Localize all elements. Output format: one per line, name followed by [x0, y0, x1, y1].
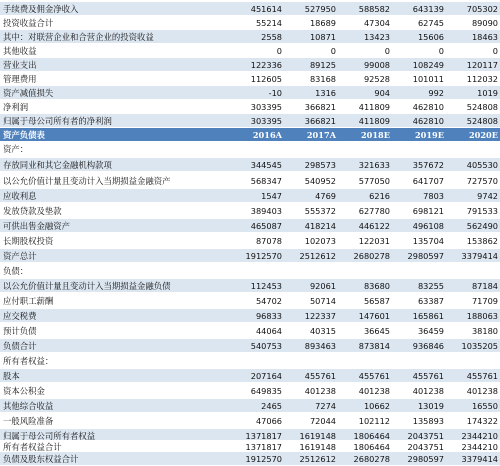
row-label: 负债合计: [3, 340, 37, 351]
cell-2019: 0: [438, 45, 444, 56]
cell-2016: 96833: [255, 310, 282, 321]
cell-2016: 1912570: [245, 453, 282, 464]
cell-2016: 303395: [250, 101, 282, 112]
table-row: [0, 58, 500, 72]
table-row: [0, 219, 500, 233]
cell-2017: 366821: [304, 115, 336, 126]
table-row: [0, 86, 500, 100]
cell-2020: 791533: [466, 205, 498, 216]
cell-2018: 10662: [363, 400, 390, 411]
row-label: 管理费用: [3, 73, 37, 84]
cell-2016: 465087: [250, 220, 282, 231]
cell-2017: 83168: [309, 73, 336, 84]
row-label: 负债：: [3, 265, 29, 276]
row-label: 资产减值损失: [3, 87, 54, 98]
cell-2019: 7803: [423, 190, 444, 201]
row-label: 资产：: [3, 143, 29, 154]
cell-2016: 0: [276, 45, 282, 56]
cell-2018: 122031: [358, 235, 390, 246]
cell-2019: 455761: [412, 370, 444, 381]
table-row: [0, 294, 500, 308]
cell-2016: 112453: [250, 280, 282, 291]
cell-2017: 555372: [304, 205, 336, 216]
cell-2020: 112032: [466, 73, 498, 84]
cell-2016: 1371817: [245, 430, 282, 441]
cell-2018: 0: [384, 45, 390, 56]
cell-2016: 451614: [250, 3, 282, 14]
cell-2017: 102073: [304, 235, 336, 246]
cell-2020: 18463: [471, 31, 498, 42]
cell-2020: 9742: [477, 190, 498, 201]
cell-2019: 135704: [412, 235, 444, 246]
cell-2020: 1019: [477, 87, 498, 98]
cell-2017: 298573: [304, 159, 336, 170]
cell-2018: 47304: [363, 17, 390, 28]
cell-2017: 122337: [304, 310, 336, 321]
cell-2016: 1371817: [245, 441, 282, 452]
cell-2020: 38180: [471, 325, 498, 336]
cell-2018: 13423: [363, 31, 390, 42]
cell-2019: 496108: [412, 220, 444, 231]
cell-2017: 1316: [315, 87, 336, 98]
cell-2020: 71709: [471, 295, 498, 306]
header-year: 2016A: [252, 129, 282, 140]
cell-2016: 54702: [255, 295, 282, 306]
cell-2019: 462810: [412, 101, 444, 112]
cell-2016: 2465: [261, 400, 282, 411]
cell-2017: 40315: [309, 325, 336, 336]
cell-2019: 13019: [417, 400, 444, 411]
row-label: 以公允价值计量且变动计入当期损益金融资产: [3, 175, 171, 186]
cell-2020: 0: [492, 45, 498, 56]
table-row: [0, 189, 500, 203]
row-label: 一般风险准备: [3, 415, 54, 426]
cell-2017: 0: [330, 45, 336, 56]
cell-2017: 4769: [315, 190, 336, 201]
cell-2016: 568347: [250, 175, 282, 186]
row-label: 负债及股东权益合计: [3, 453, 79, 464]
cell-2020: 3379414: [461, 250, 498, 261]
cell-2016: 540753: [250, 340, 282, 351]
row-label: 资产总计: [3, 250, 37, 261]
table-row: [0, 384, 500, 398]
cell-2016: 122336: [250, 59, 282, 70]
cell-2020: 2344210: [461, 430, 498, 441]
row-label: 其中：对联营企业和合营企业的投资收益: [3, 31, 154, 42]
cell-2018: 56587: [363, 295, 390, 306]
cell-2016: 649835: [250, 385, 282, 396]
section-row: [0, 354, 500, 368]
cell-2018: 83680: [363, 280, 390, 291]
cell-2017: 366821: [304, 101, 336, 112]
row-label: 应交税费: [3, 310, 37, 321]
table-row: [0, 399, 500, 413]
header-year: 2020E: [468, 129, 498, 140]
cell-2018: 321633: [358, 159, 390, 170]
cell-2017: 2512612: [299, 453, 336, 464]
cell-2017: 92061: [309, 280, 336, 291]
cell-2019: 641707: [412, 175, 444, 186]
cell-2019: 643139: [412, 3, 444, 14]
cell-2020: 3379414: [461, 453, 498, 464]
cell-2020: 405530: [466, 159, 498, 170]
cell-2017: 1619148: [299, 430, 336, 441]
cell-2020: 401238: [466, 385, 498, 396]
cell-2020: 16550: [471, 400, 498, 411]
cell-2019: 83255: [417, 280, 444, 291]
row-label: 其他综合收益: [3, 400, 54, 411]
table-row: [0, 16, 500, 30]
table-row: [0, 2, 500, 16]
cell-2019: 2043751: [407, 430, 444, 441]
table-row: [0, 324, 500, 338]
section-row: [0, 264, 500, 278]
table-row: [0, 114, 500, 128]
cell-2019: 936846: [412, 340, 444, 351]
cell-2019: 357672: [412, 159, 444, 170]
table-row: [0, 414, 500, 428]
cell-2017: 18689: [309, 17, 336, 28]
cell-2020: 727570: [466, 175, 498, 186]
row-label: 预计负债: [3, 325, 37, 336]
cell-2019: 63387: [417, 295, 444, 306]
cell-2016: 1912570: [245, 250, 282, 261]
cell-2017: 7274: [315, 400, 336, 411]
cell-2016: 344545: [250, 159, 282, 170]
table-row: [0, 100, 500, 114]
cell-2018: 577050: [358, 175, 390, 186]
row-label: 归属于母公司所有者权益: [3, 430, 96, 441]
table-row: [0, 204, 500, 218]
row-label: 应付职工薪酬: [3, 295, 54, 306]
cell-2018: 36645: [363, 325, 390, 336]
cell-2019: 2043751: [407, 441, 444, 452]
cell-2019: 15606: [417, 31, 444, 42]
cell-2019: 2980597: [407, 250, 444, 261]
header-year: 2017A: [306, 129, 336, 140]
header-label: 资产负债表: [3, 129, 45, 140]
table-row: [0, 249, 500, 263]
row-label: 可供出售金融资产: [3, 220, 70, 231]
cell-2018: 147601: [358, 310, 390, 321]
cell-2017: 893463: [304, 340, 336, 351]
table-row: [0, 158, 500, 172]
cell-2020: 153862: [466, 235, 498, 246]
cell-2018: 102112: [358, 415, 390, 426]
cell-2020: 1035205: [461, 340, 498, 351]
cell-2018: 1806464: [353, 441, 390, 452]
cell-2018: 1806464: [353, 430, 390, 441]
cell-2016: 207164: [250, 370, 282, 381]
cell-2016: 303395: [250, 115, 282, 126]
cell-2017: 10871: [309, 31, 336, 42]
cell-2018: 92528: [363, 73, 390, 84]
cell-2017: 50714: [309, 295, 336, 306]
section-row: [0, 142, 500, 156]
cell-2020: 120117: [466, 59, 498, 70]
cell-2019: 401238: [412, 385, 444, 396]
table-row: [0, 279, 500, 293]
row-label: 其他收益: [3, 45, 37, 56]
table-row: [0, 339, 500, 353]
cell-2017: 89125: [309, 59, 336, 70]
cell-2018: 2680278: [353, 453, 390, 464]
cell-2018: 99008: [363, 59, 390, 70]
cell-2016: 55214: [255, 17, 282, 28]
cell-2018: 455761: [358, 370, 390, 381]
table-header: [0, 128, 500, 142]
row-label: 存放同业和其它金融机构款项: [3, 159, 112, 170]
cell-2018: 904: [374, 87, 390, 98]
row-label: 所有者权益合计: [3, 441, 62, 452]
cell-2018: 873814: [358, 340, 390, 351]
cell-2020: 455761: [466, 370, 498, 381]
cell-2020: 174322: [466, 415, 498, 426]
cell-2019: 62745: [417, 17, 444, 28]
table-row: [0, 309, 500, 323]
row-label: 股本: [3, 370, 20, 381]
row-label: 资本公积金: [3, 385, 45, 396]
cell-2016: 389403: [250, 205, 282, 216]
row-label: 手续费及佣金净收入: [3, 3, 79, 14]
cell-2020: 89090: [471, 17, 498, 28]
row-label: 净利润: [3, 101, 29, 112]
row-label: 归属于母公司所有者的净利润: [3, 115, 112, 126]
cell-2018: 401238: [358, 385, 390, 396]
cell-2016: 2558: [261, 31, 282, 42]
cell-2016: 44064: [255, 325, 282, 336]
cell-2018: 411809: [358, 101, 390, 112]
table-row: [0, 174, 500, 188]
cell-2019: 462810: [412, 115, 444, 126]
cell-2018: 627780: [358, 205, 390, 216]
cell-2016: 1547: [261, 190, 282, 201]
row-label: 以公允价值计量且变动计入当期损益金融负债: [3, 280, 171, 291]
cell-2018: 588582: [358, 3, 390, 14]
row-label: 营业支出: [3, 59, 37, 70]
cell-2016: 112605: [250, 73, 282, 84]
cell-2019: 101011: [412, 73, 444, 84]
table-row: [0, 369, 500, 383]
row-label: 应收利息: [3, 190, 37, 201]
cell-2017: 2512612: [299, 250, 336, 261]
header-year: 2019E: [414, 129, 444, 140]
table-row: [0, 44, 500, 58]
cell-2020: 705302: [466, 3, 498, 14]
cell-2017: 401238: [304, 385, 336, 396]
cell-2017: 418214: [304, 220, 336, 231]
cell-2020: 2344210: [461, 441, 498, 452]
cell-2018: 411809: [358, 115, 390, 126]
cell-2018: 2680278: [353, 250, 390, 261]
header-year: 2018E: [360, 129, 390, 140]
cell-2019: 698121: [412, 205, 444, 216]
cell-2020: 188063: [466, 310, 498, 321]
row-label: 长期股权投资: [3, 235, 54, 246]
table-row: [0, 30, 500, 44]
row-label: 发放贷款及垫款: [3, 205, 62, 216]
cell-2018: 446122: [358, 220, 390, 231]
cell-2017: 540952: [304, 175, 336, 186]
cell-2019: 992: [428, 87, 444, 98]
cell-2020: 524808: [466, 115, 498, 126]
cell-2020: 87184: [471, 280, 498, 291]
cell-2019: 165861: [412, 310, 444, 321]
cell-2017: 455761: [304, 370, 336, 381]
row-label: 所有者权益：: [3, 355, 54, 366]
table-row: [0, 452, 500, 466]
cell-2019: 2980597: [407, 453, 444, 464]
cell-2020: 562490: [466, 220, 498, 231]
cell-2020: 524808: [466, 101, 498, 112]
cell-2017: 527950: [304, 3, 336, 14]
cell-2017: 72044: [309, 415, 336, 426]
cell-2019: 108249: [412, 59, 444, 70]
table-row: [0, 72, 500, 86]
cell-2017: 1619148: [299, 441, 336, 452]
cell-2016: 87078: [255, 235, 282, 246]
table-row: [0, 234, 500, 248]
cell-2016: -10: [268, 87, 282, 98]
cell-2016: 47066: [255, 415, 282, 426]
cell-2019: 36459: [417, 325, 444, 336]
cell-2018: 6216: [369, 190, 390, 201]
row-label: 投资收益合计: [3, 17, 54, 28]
cell-2019: 135893: [412, 415, 444, 426]
